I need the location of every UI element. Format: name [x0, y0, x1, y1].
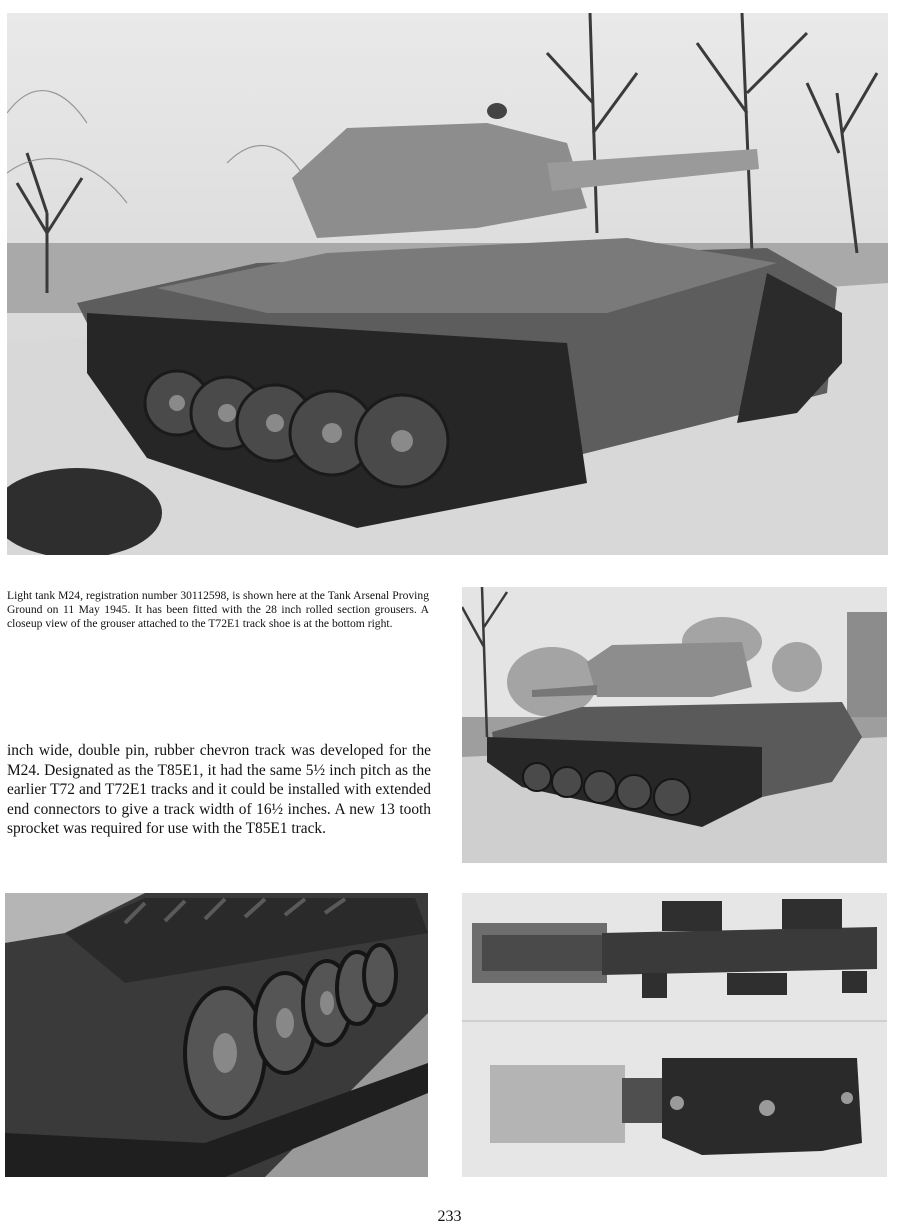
photo-m24-front-three-quarter	[7, 13, 888, 555]
body-text: inch wide, double pin, rubber chevron track was developed for the M24. Designated as the T85E1, it had the same 5½ inch pitch as the earlier T72 and T72E1 tracks and it could be installed with extended end connectors to give a track width of 16½ inches. A new 13 tooth sprocket was required for use with the T85E1 track.	[7, 742, 431, 837]
photo-m24-side-view	[462, 587, 887, 863]
page-number: 233	[437, 1208, 462, 1225]
photo-track-closeup	[5, 893, 428, 1177]
photo-caption: Light tank M24, registration number 30112598, is shown here at the Tank Arsenal Proving Ground on 11 May 1945. It has been fitted with the 28 inch rolled section grousers. A closeup view of the grouser attached to the T72E1 track shoe is at the bottom right.	[7, 589, 429, 631]
photo-grouser-track-shoe	[462, 893, 887, 1177]
